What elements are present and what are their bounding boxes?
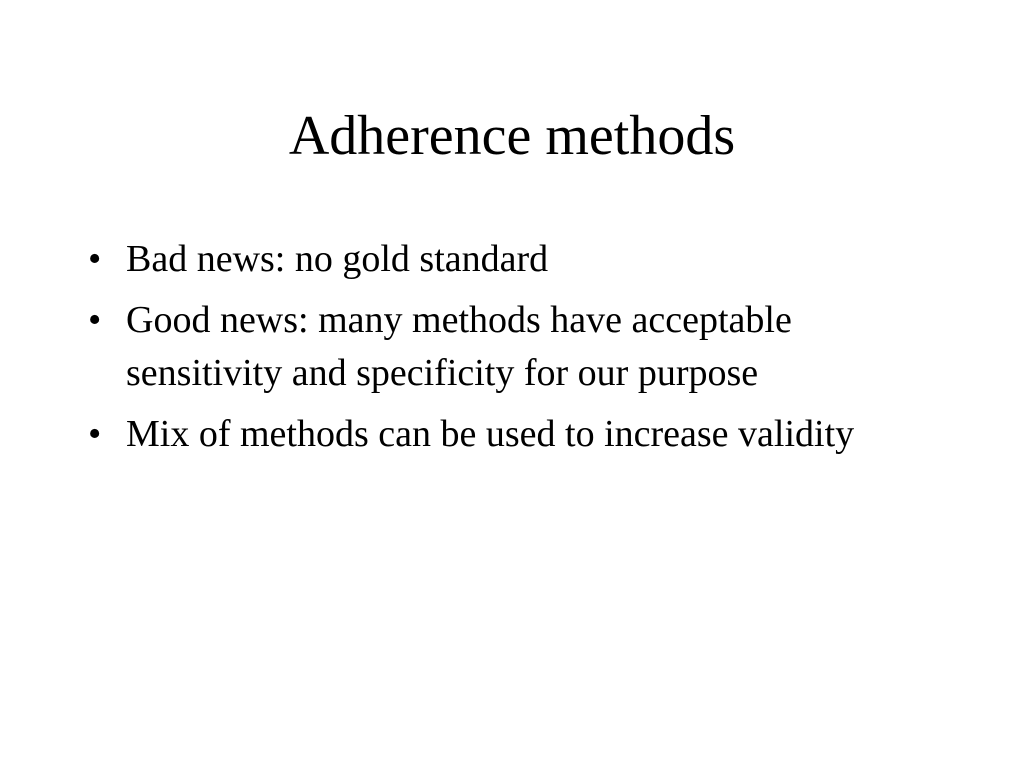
bullet-text: Good news: many methods have acceptable sensitivity and specificity for our purpose [126, 299, 792, 394]
bullet-item-good-news [84, 294, 944, 400]
bullet-text: Bad news: no gold standard [126, 238, 549, 280]
bullet-marker: • [88, 413, 102, 455]
bullet-list [84, 233, 944, 469]
bullet-item-bad-news [84, 233, 944, 286]
slide-title: Adherence methods [288, 105, 736, 167]
bullet-marker: • [88, 238, 102, 280]
bullet-item-mix-of-methods [84, 408, 944, 461]
bullet-text: Mix of methods can be used to increase validity [126, 413, 855, 455]
bullet-marker: • [88, 299, 102, 341]
